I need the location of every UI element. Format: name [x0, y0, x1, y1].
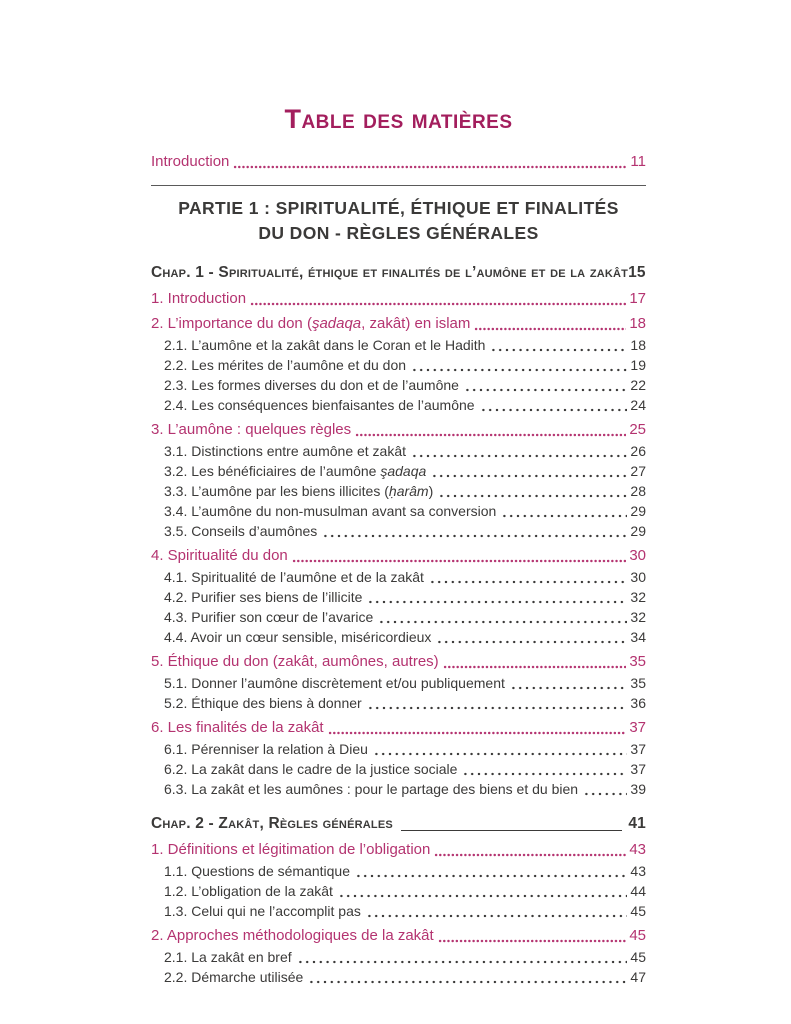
- toc-entry[interactable]: [151, 587, 646, 607]
- dot-leader: [338, 894, 628, 898]
- toc-entry[interactable]: [151, 521, 646, 541]
- part-heading-line2: DU DON - RÈGLES GÉNÉRALES: [258, 223, 539, 243]
- page-number: 29: [630, 523, 646, 539]
- dot-leader: [436, 640, 627, 644]
- dot-leader: [367, 600, 627, 604]
- toc-entry[interactable]: [151, 481, 646, 501]
- entry-label: 4.2. Purifier ses biens de l’illicite: [164, 589, 363, 605]
- dot-leader: [328, 731, 627, 735]
- toc-entry[interactable]: [151, 375, 646, 395]
- dot-leader: [438, 939, 627, 943]
- entry-label: 6. Les finalités de la zakât: [151, 719, 324, 736]
- toc-entry[interactable]: [151, 739, 646, 759]
- entry-label: 3.5. Conseils d’aumônes: [164, 523, 318, 539]
- entry-label: 3.1. Distinctions entre aumône et zakât: [164, 443, 407, 459]
- toc-entry[interactable]: [151, 693, 646, 713]
- entry-label: Introduction: [151, 153, 230, 170]
- dot-leader: [431, 474, 627, 478]
- chapter-page-number: 41: [628, 815, 646, 832]
- entry-label: 6.3. La zakât et les aumônes : pour le partage des biens et du bien: [164, 781, 579, 797]
- dot-leader: [366, 914, 628, 918]
- dot-leader: [367, 706, 628, 710]
- entry-label: 4.4. Avoir un cœur sensible, miséricordieux: [164, 629, 432, 645]
- dot-leader: [355, 433, 626, 437]
- dot-leader: [411, 454, 627, 458]
- dot-leader: [474, 327, 626, 331]
- page-number: 28: [630, 483, 646, 499]
- entry-label: 2.2. Démarche utilisée: [164, 969, 304, 985]
- toc-entry[interactable]: [151, 288, 646, 309]
- toc-entry[interactable]: [151, 335, 646, 355]
- entry-label: 5. Éthique du don (zakât, aumônes, autres): [151, 653, 439, 670]
- page-number: 35: [630, 675, 646, 691]
- toc-entry[interactable]: [151, 881, 646, 901]
- entry-label: 2.3. Les formes diverses du don et de l’aumône: [164, 377, 459, 393]
- toc-entry[interactable]: [151, 313, 646, 334]
- page-number: 17: [629, 290, 646, 307]
- dot-leader: [233, 165, 627, 169]
- entry-label: 6.2. La zakât dans le cadre de la justice sociale: [164, 761, 458, 777]
- entry-label: 1. Introduction: [151, 290, 247, 307]
- dot-leader: [462, 772, 627, 776]
- entry-label: 1.2. L’obligation de la zakât: [164, 883, 333, 899]
- chapter-heading-label: Chap. 2 - Zakât, Règles générales: [151, 815, 393, 832]
- page-number: 11: [630, 153, 646, 170]
- dot-leader: [434, 853, 626, 857]
- toc-entry-introduction[interactable]: [151, 151, 646, 172]
- toc-entry[interactable]: [151, 461, 646, 481]
- chapter-heading[interactable]: [151, 263, 646, 283]
- dot-leader: [429, 580, 627, 584]
- page-number: 36: [630, 695, 646, 711]
- entry-label: 6.1. Pérenniser la relation à Dieu: [164, 741, 368, 757]
- entry-label: 3.3. L’aumône par les biens illicites (ḥarâm): [164, 483, 434, 499]
- dot-leader: [308, 980, 627, 984]
- dot-leader: [373, 752, 628, 756]
- divider-rule: [151, 185, 646, 186]
- toc-entry[interactable]: [151, 759, 646, 779]
- page-number: 24: [630, 397, 646, 413]
- page-number: 30: [630, 569, 646, 585]
- entry-label: 4.3. Purifier son cœur de l’avarice: [164, 609, 374, 625]
- dot-leader: [378, 620, 627, 624]
- toc-entry[interactable]: [151, 355, 646, 375]
- page-number: 43: [630, 863, 646, 879]
- entry-label: 4.1. Spiritualité de l’aumône et de la zakât: [164, 569, 424, 585]
- entry-label: 2.4. Les conséquences bienfaisantes de l’aumône: [164, 397, 475, 413]
- page-number: 26: [630, 443, 646, 459]
- toc-entry[interactable]: [151, 395, 646, 415]
- toc-entry[interactable]: [151, 627, 646, 647]
- dot-leader: [322, 534, 627, 538]
- toc-entry[interactable]: [151, 651, 646, 672]
- toc-entry[interactable]: [151, 717, 646, 738]
- toc-entry[interactable]: [151, 925, 646, 946]
- page-number: 19: [630, 357, 646, 373]
- entry-label: 3. L’aumône : quelques règles: [151, 421, 352, 438]
- entry-label: 1.3. Celui qui ne l’accomplit pas: [164, 903, 361, 919]
- toc-entry[interactable]: [151, 967, 646, 987]
- toc-entry[interactable]: [151, 673, 646, 693]
- dot-leader: [510, 686, 628, 690]
- dot-leader: [464, 388, 627, 392]
- dot-leader: [480, 408, 628, 412]
- chapter-heading[interactable]: [151, 814, 646, 834]
- page-number: 32: [630, 589, 646, 605]
- toc-entry[interactable]: [151, 947, 646, 967]
- page-number: 47: [630, 969, 646, 985]
- page-number: 44: [630, 883, 646, 899]
- dot-leader: [250, 302, 626, 306]
- page-number: 37: [629, 719, 646, 736]
- dot-leader: [297, 960, 628, 964]
- entry-label: 5.2. Éthique des biens à donner: [164, 695, 362, 711]
- dot-leader: [443, 665, 627, 669]
- dot-leader: [355, 874, 627, 878]
- entry-label: 2.1. L’aumône et la zakât dans le Coran et le Hadith: [164, 337, 486, 353]
- entry-label: 2. Approches méthodologiques de la zakât: [151, 927, 434, 944]
- page-number: 34: [630, 629, 646, 645]
- part-heading: [151, 196, 646, 246]
- dot-leader: [411, 368, 627, 372]
- page-number: 45: [630, 949, 646, 965]
- toc-entry[interactable]: [151, 501, 646, 521]
- entry-label: 5.1. Donner l’aumône discrètement et/ou publiquement: [164, 675, 505, 691]
- toc-entry[interactable]: [151, 901, 646, 921]
- dot-leader: [583, 792, 627, 796]
- entry-label: 2.2. Les mérites de l’aumône et du don: [164, 357, 407, 373]
- toc-entry[interactable]: [151, 839, 646, 860]
- page-number: 18: [629, 315, 646, 332]
- toc-entry[interactable]: [151, 861, 646, 881]
- entry-label: 3.4. L’aumône du non-musulman avant sa conversion: [164, 503, 497, 519]
- toc-entry[interactable]: [151, 607, 646, 627]
- page-number: 29: [630, 503, 646, 519]
- page-number: 43: [629, 841, 646, 858]
- dot-leader: [292, 559, 627, 563]
- toc-entry[interactable]: [151, 441, 646, 461]
- entry-label: 3.2. Les bénéficiaires de l’aumône şadaqa: [164, 463, 427, 479]
- page-number: 35: [629, 653, 646, 670]
- page-number: 32: [630, 609, 646, 625]
- page-number: 37: [630, 741, 646, 757]
- page-number: 30: [629, 547, 646, 564]
- page-number: 45: [629, 927, 646, 944]
- page-number: 37: [630, 761, 646, 777]
- entry-label: 1. Définitions et légitimation de l’obligation: [151, 841, 431, 858]
- toc-entry[interactable]: [151, 779, 646, 799]
- entry-label: 2.1. La zakât en bref: [164, 949, 292, 965]
- toc-entry[interactable]: [151, 419, 646, 440]
- part-heading-line1: PARTIE 1 : SPIRITUALITÉ, ÉTHIQUE ET FINALITÉS: [178, 198, 619, 218]
- dot-leader: [490, 348, 627, 352]
- toc-entry[interactable]: [151, 567, 646, 587]
- chapters-container: [151, 263, 646, 987]
- chapter-page-number: 15: [628, 264, 646, 281]
- page-number: 25: [629, 421, 646, 438]
- page-number: 45: [630, 903, 646, 919]
- page-number: 18: [630, 337, 646, 353]
- entry-label: 1.1. Questions de sémantique: [164, 863, 351, 879]
- page-number: 39: [630, 781, 646, 797]
- toc-entry[interactable]: [151, 545, 646, 566]
- dot-leader: [438, 494, 627, 498]
- page-number: 22: [630, 377, 646, 393]
- entry-label: 2. L’importance du don (şadaqa, zakât) en islam: [151, 315, 471, 332]
- leader-line: [401, 830, 622, 831]
- page-number: 27: [630, 463, 646, 479]
- dot-leader: [501, 514, 627, 518]
- entry-label: 4. Spiritualité du don: [151, 547, 288, 564]
- chapter-heading-label: Chap. 1 - Spiritualité, éthique et finalités de l’aumône et de la zakât: [151, 264, 629, 281]
- page-title: Table des matières: [284, 104, 513, 134]
